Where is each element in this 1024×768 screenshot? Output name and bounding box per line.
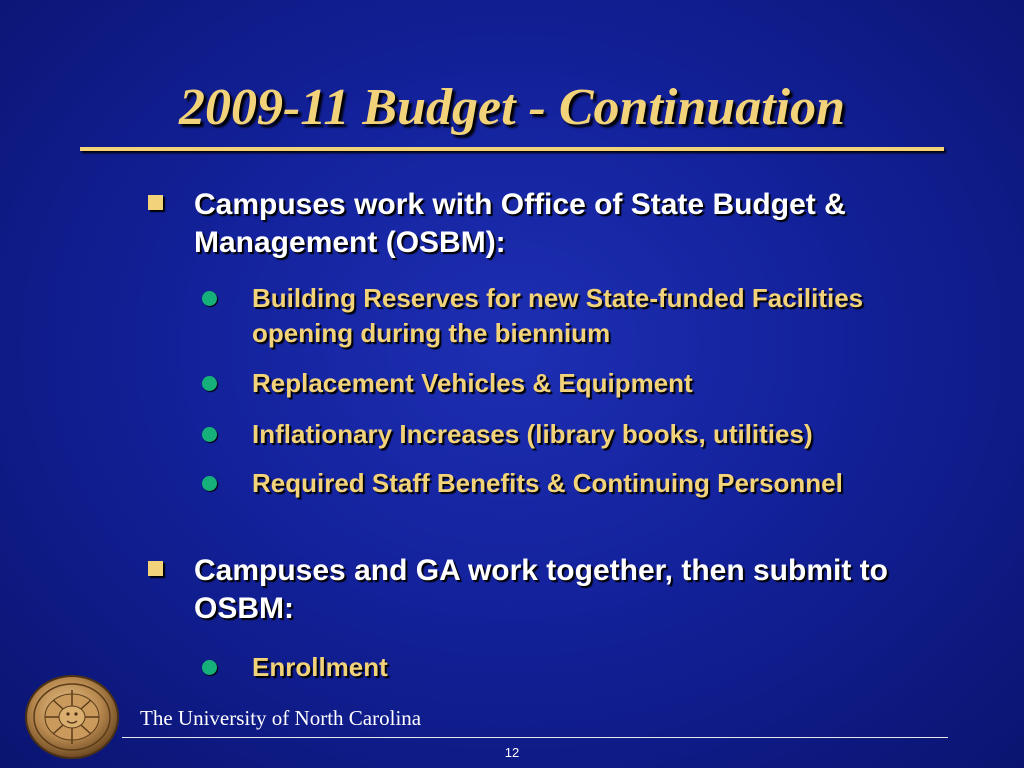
slide-title: 2009-11 Budget - Continuation — [178, 79, 846, 136]
subbullet-1-2-text: Replacement Vehicles & Equipment — [252, 368, 693, 398]
round-bullet-icon — [202, 291, 217, 306]
subbullet-2-1-text: Enrollment — [252, 652, 388, 682]
footer-divider — [122, 737, 948, 738]
university-seal-icon — [24, 674, 120, 760]
subbullet-1-3-text: Inflationary Increases (library books, utilities) — [252, 419, 813, 449]
square-bullet-icon — [148, 195, 163, 210]
square-bullet-icon — [148, 561, 163, 576]
page-number: 12 — [504, 745, 520, 760]
subbullet-1-4-text: Required Staff Benefits & Continuing Personnel — [252, 468, 843, 498]
round-bullet-icon — [202, 376, 217, 391]
round-bullet-icon — [202, 476, 217, 491]
round-bullet-icon — [202, 427, 217, 442]
bullet-1-text: Campuses work with Office of State Budget & Management (OSBM): — [194, 188, 846, 259]
bullet-2-text: Campuses and GA work together, then submit to OSBM: — [194, 554, 888, 625]
footer-institution: The University of North Carolina — [140, 706, 422, 730]
subbullet-1-1-text: Building Reserves for new State-funded Facilities opening during the biennium — [252, 283, 864, 348]
round-bullet-icon — [202, 660, 217, 675]
title-underline — [80, 147, 944, 151]
